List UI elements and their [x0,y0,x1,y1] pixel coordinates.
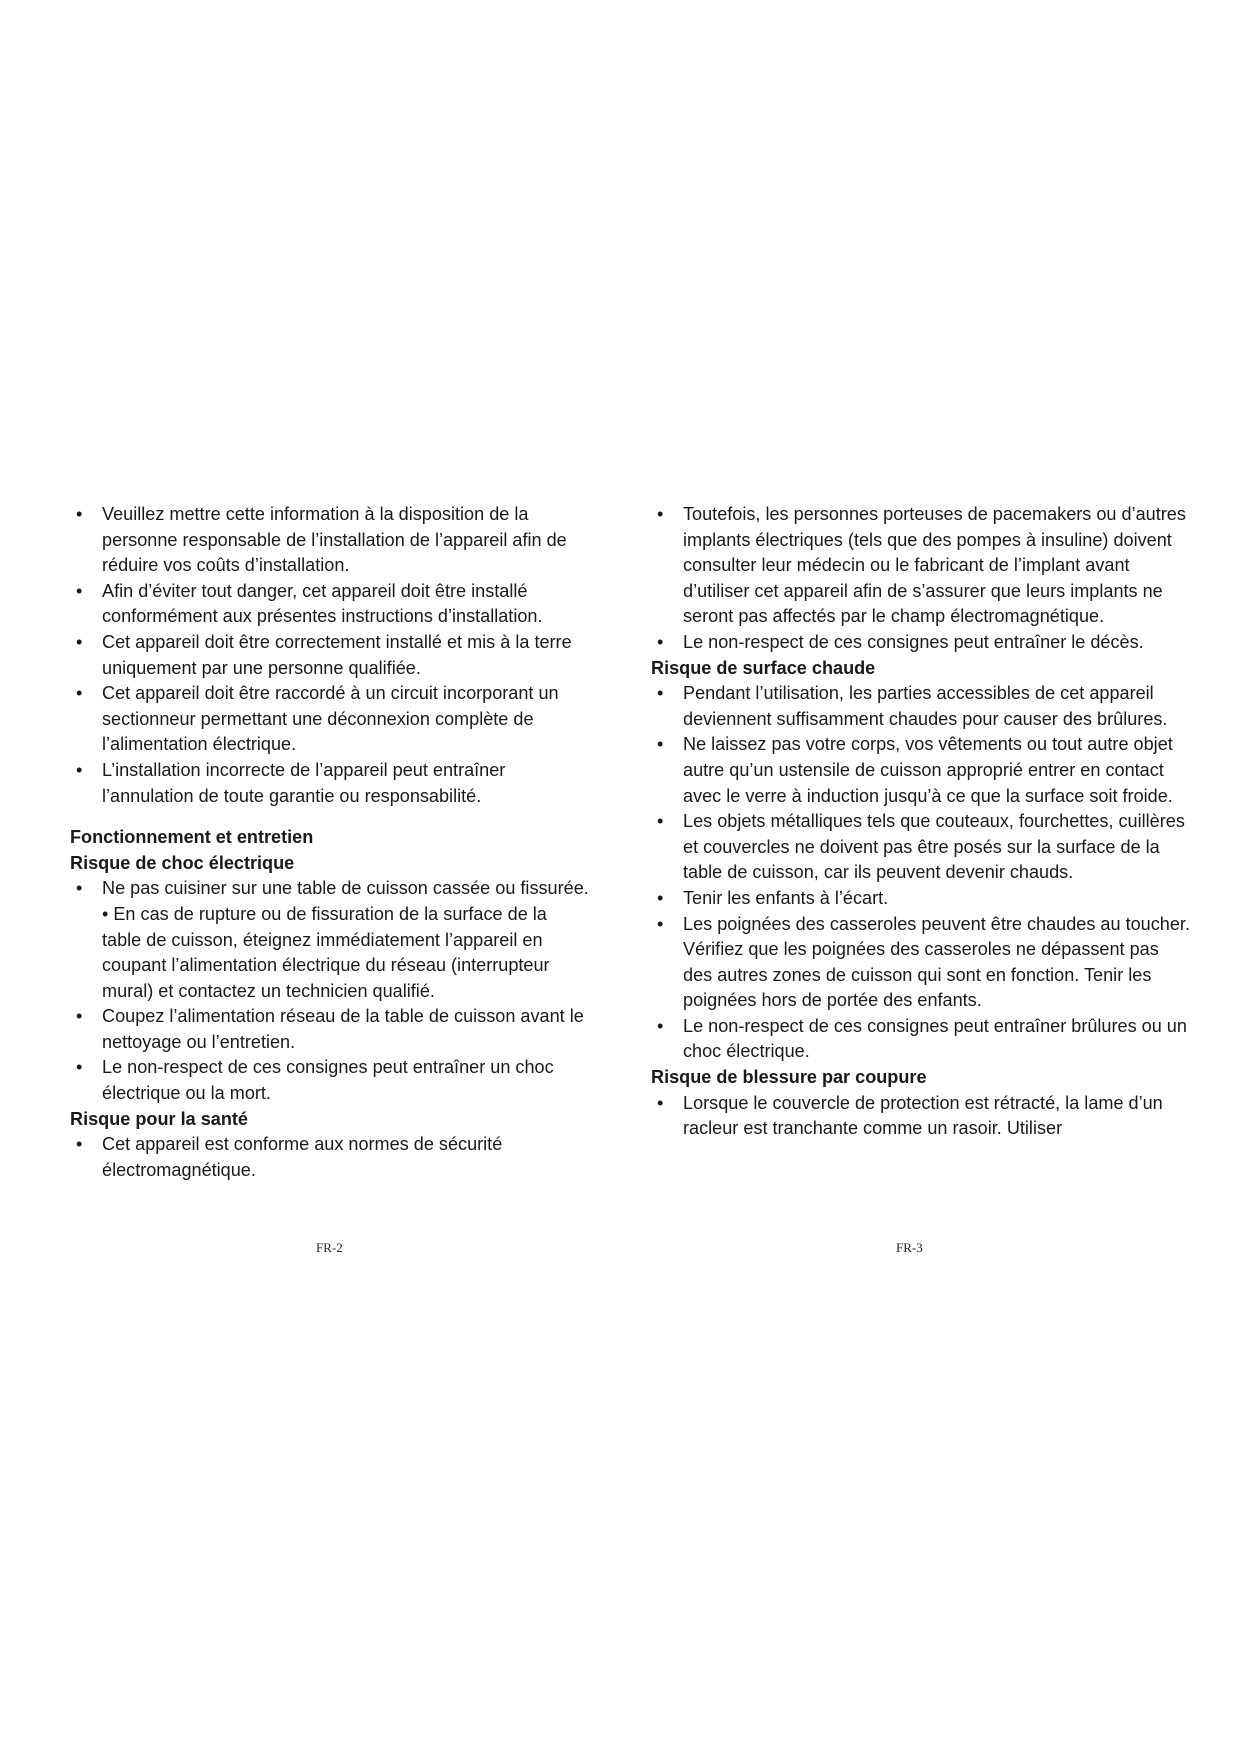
list-item: • L’installation incorrecte de l’appareil peut entraîner l’annulation de toute garantie ou responsabilité. [70,758,590,809]
list-item: • Pendant l’utilisation, les parties accessibles de cet appareil deviennent suffisamment chaudes pour causer des brûlures. [651,681,1191,732]
hot-surface-list [651,681,1191,1065]
health-risk-heading: Risque pour la santé [70,1108,248,1129]
list-item: • Le non-respect de ces consignes peut entraîner un choc électrique ou la mort. [70,1055,590,1106]
health-risk-continued-list [651,502,1191,656]
section-heading: Fonctionnement et entretien [70,827,314,848]
page-number-left: FR-2 [316,1240,343,1255]
list-item: • Veuillez mettre cette information à la disposition de la personne responsable de l’installation de l’appareil afin de réduire vos coûts d’installation. [70,502,590,579]
shock-risk-list [70,876,590,1106]
cut-risk-heading: Risque de blessure par coupure [651,1067,927,1088]
list-item: • Cet appareil doit être correctement installé et mis à la terre uniquement par une personne qualifiée. [70,630,590,681]
list-item: • Afin d’éviter tout danger, cet appareil doit être installé conformément aux présentes instructions d’installation. [70,579,590,630]
list-item: • Coupez l’alimentation réseau de la table de cuisson avant le nettoyage ou l’entretien. [70,1004,590,1055]
hot-surface-heading: Risque de surface chaude [651,657,876,678]
list-item: • Cet appareil est conforme aux normes de sécurité électromagnétique. [70,1132,590,1183]
cut-risk-list [651,1091,1191,1142]
list-item: • Cet appareil doit être raccordé à un circuit incorporant un sectionneur permettant une déconnexion complète de l’alimentation électrique. [70,681,590,758]
list-item: • Le non-respect de ces consignes peut entraîner le décès. [651,630,1191,656]
list-item: • Lorsque le couvercle de protection est rétracté, la lame d’un racleur est tranchante comme un rasoir. Utiliser [651,1091,1191,1142]
right-column [651,502,1191,1142]
list-item: • Les poignées des casseroles peuvent être chaudes au toucher. Vérifiez que les poignées des casseroles ne dépassent pas des autres zones de cuisson qui sont en fonction. Tenir les poignées hors de portée des enfants. [651,912,1191,1014]
list-item: • Toutefois, les personnes porteuses de pacemakers ou d’autres implants électriques (tels que des pompes à insuline) doivent consulter leur médecin ou le fabricant de l’implant avant d’utiliser cet appareil afin de s’assurer que leurs implants ne seront pas affectés par le champ électromagnétique. [651,502,1191,630]
list-item: • Ne pas cuisiner sur une table de cuisson cassée ou fissurée. • En cas de rupture ou de fissuration de la surface de la table de cuisson, éteignez immédiatement l’appareil en coupant l’alimentation électrique du réseau (interrupteur mural) et contactez un technicien qualifié. [70,876,590,1004]
list-item: • Ne laissez pas votre corps, vos vêtements ou tout autre objet autre qu’un ustensile de cuisson approprié entrer en contact avec le verre à induction jusqu’à ce que la surface soit froide. [651,732,1191,809]
page-number-right: FR-3 [896,1240,923,1255]
spacer [70,809,590,825]
list-item: • Tenir les enfants à l’écart. [651,886,1191,912]
list-item: • Les objets métalliques tels que couteaux, fourchettes, cuillères et couvercles ne doivent pas être posés sur la surface de la table de cuisson, car ils peuvent devenir chauds. [651,809,1191,886]
installation-list [70,502,590,809]
health-risk-list [70,1132,590,1183]
list-item: • Le non-respect de ces consignes peut entraîner brûlures ou un choc électrique. [651,1014,1191,1065]
left-column [70,502,590,1183]
shock-risk-heading: Risque de choc électrique [70,852,295,873]
